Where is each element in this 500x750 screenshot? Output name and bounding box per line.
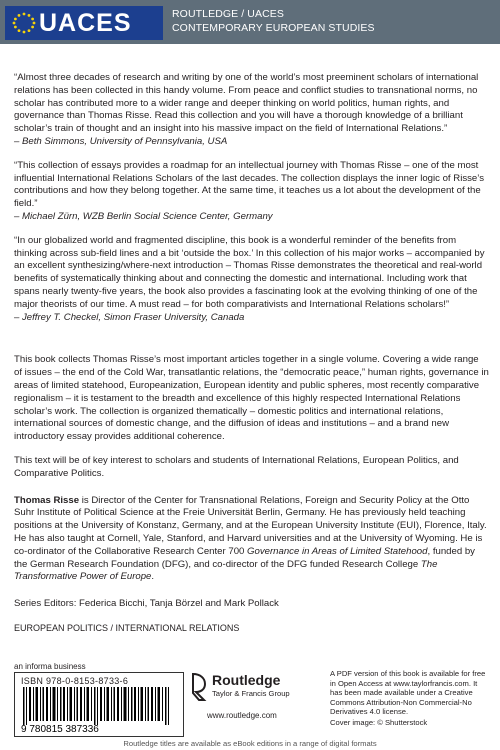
back-cover-text: [14, 72, 489, 635]
endorsement-quote-1: “Almost three decades of research and writing by one of the world’s most preeminent scholars of international relations has been collected in this handy volume. From peace and conflict studies to transnational norms, no scholar has contributed more to a wider range and deeper thinking on world politics, human rights, and governance than Thomas Risse. Read this collection and you will have a thorough knowledge of a brilliant scholar’s train of thought and an insight into his massive impact on the field of International Relations.”: [14, 72, 479, 135]
uaces-logo: [5, 6, 163, 40]
endorsement-quote-2: “This collection of essays provides a roadmap for an intellectual journey with Thomas Risse – one of the most influential International Relations Scholars of the last decades. The collection displays the inner logic of Risse’s contributions and how they belong together. At the same time, it teaches us a lot about the development of the field.”: [14, 159, 485, 210]
cover-image-credit: Cover image: © Shutterstock: [330, 718, 428, 727]
routledge-mark-icon: [190, 672, 210, 702]
publisher-url[interactable]: www.routledge.com: [207, 711, 277, 720]
description-paragraph-1: This book collects Thomas Risse’s most important articles together in a single volume. Covering a wide range of issues – the end of the Cold War, transatlantic relations, the “democratic peace,” human rights, governance in areas of limited statehood, Europeanization, European identity and public spheres, most recently comparative regionalism – it is testament to the breadth and excellence of this highly respected International Relations scholar’s work. The collection is organized thematically – domestic politics and international relations, international sources of domestic change, and the diffusion of ideas and institutions – and a brand new introductory essay provides additional coherence.: [14, 354, 489, 443]
series-name-line-1: ROUTLEDGE / UACES: [172, 8, 284, 20]
series-editors: Series Editors: Federica Bicchi, Tanja Börzel and Mark Pollack: [14, 598, 279, 610]
open-access-note: A PDF version of this book is available for free in Open Access at www.taylorfrancis.com. It has been made available under a Creative Commons Attribution-Non Commercial-No Derivatives 4.0 license.: [330, 669, 486, 717]
endorsement-attribution-3: – Jeffrey T. Checkel, Simon Fraser University, Canada: [14, 311, 245, 323]
author-name: Thomas Risse: [14, 494, 80, 506]
subject-category: EUROPEAN POLITICS / INTERNATIONAL RELATIONS: [14, 622, 240, 633]
isbn-number: ISBN 978-0-8153-8733-6: [21, 676, 129, 686]
isbn-barcode: [14, 672, 184, 737]
endorsement-attribution-1: – Beth Simmons, University of Pennsylvania, USA: [14, 135, 228, 147]
barcode-digits: 9 780815 387336: [21, 724, 99, 733]
barcode-icon: [21, 687, 177, 733]
publisher-name: Routledge: [212, 672, 281, 688]
series-name-line-2: CONTEMPORARY EUROPEAN STUDIES: [172, 22, 375, 34]
logo-text: UACES: [39, 9, 132, 37]
endorsement-quote-3: “In our globalized world and fragmented discipline, this book is a wonderful reminder of the benefits from thinking across sub-field lines and a bit ‘outside the box.’ In this collection of his major works – accompanied by an excellent synthesizing/where-next introduction – Thomas Risse demonstrates the theoretical and real-world benefits of systematically thinking about and connecting the domestic and international. Including work that spans nearly twenty-five years, the book also provides a fascinating look at the evolving thinking of one of the major theorists of our time. A must read – for both comparativists and International Relations scholars!”: [14, 234, 485, 310]
author-bio: Thomas Risse is Director of the Center for Transnational Relations, Foreign and Security Policy at the Otto Suhr Institute of Political Science at the Freie Universität Berlin, Germany. He has previously held teaching positions at the University of Konstanz, Germany, and at the European University Institute (EUI), Florence, Italy. He has also taught at Cornell, Yale, Stanford, and Harvard universities and at the University of Wyoming. He is co-ordinator of the Collaborative Research Center 700 Governance in Areas of Limited Statehood, funded by the German Research Foundation (DFG), and co-director of the DFG funded Research College The Transformative Power of Europe.: [14, 494, 487, 583]
description-paragraph-2: This text will be of key interest to scholars and students of International Relations, European Politics, and Comparative Politics.: [14, 454, 459, 479]
series-header-bar: [0, 0, 500, 44]
publisher-group: Taylor & Francis Group: [212, 689, 290, 698]
ebook-availability-note: Routledge titles are available as eBook editions in a range of digital formats: [123, 739, 377, 748]
eu-stars-icon: [11, 11, 37, 35]
endorsement-attribution-2: – Michael Zürn, WZB Berlin Social Science Center, Germany: [14, 210, 273, 222]
informa-business-label: an informa business: [14, 662, 86, 671]
